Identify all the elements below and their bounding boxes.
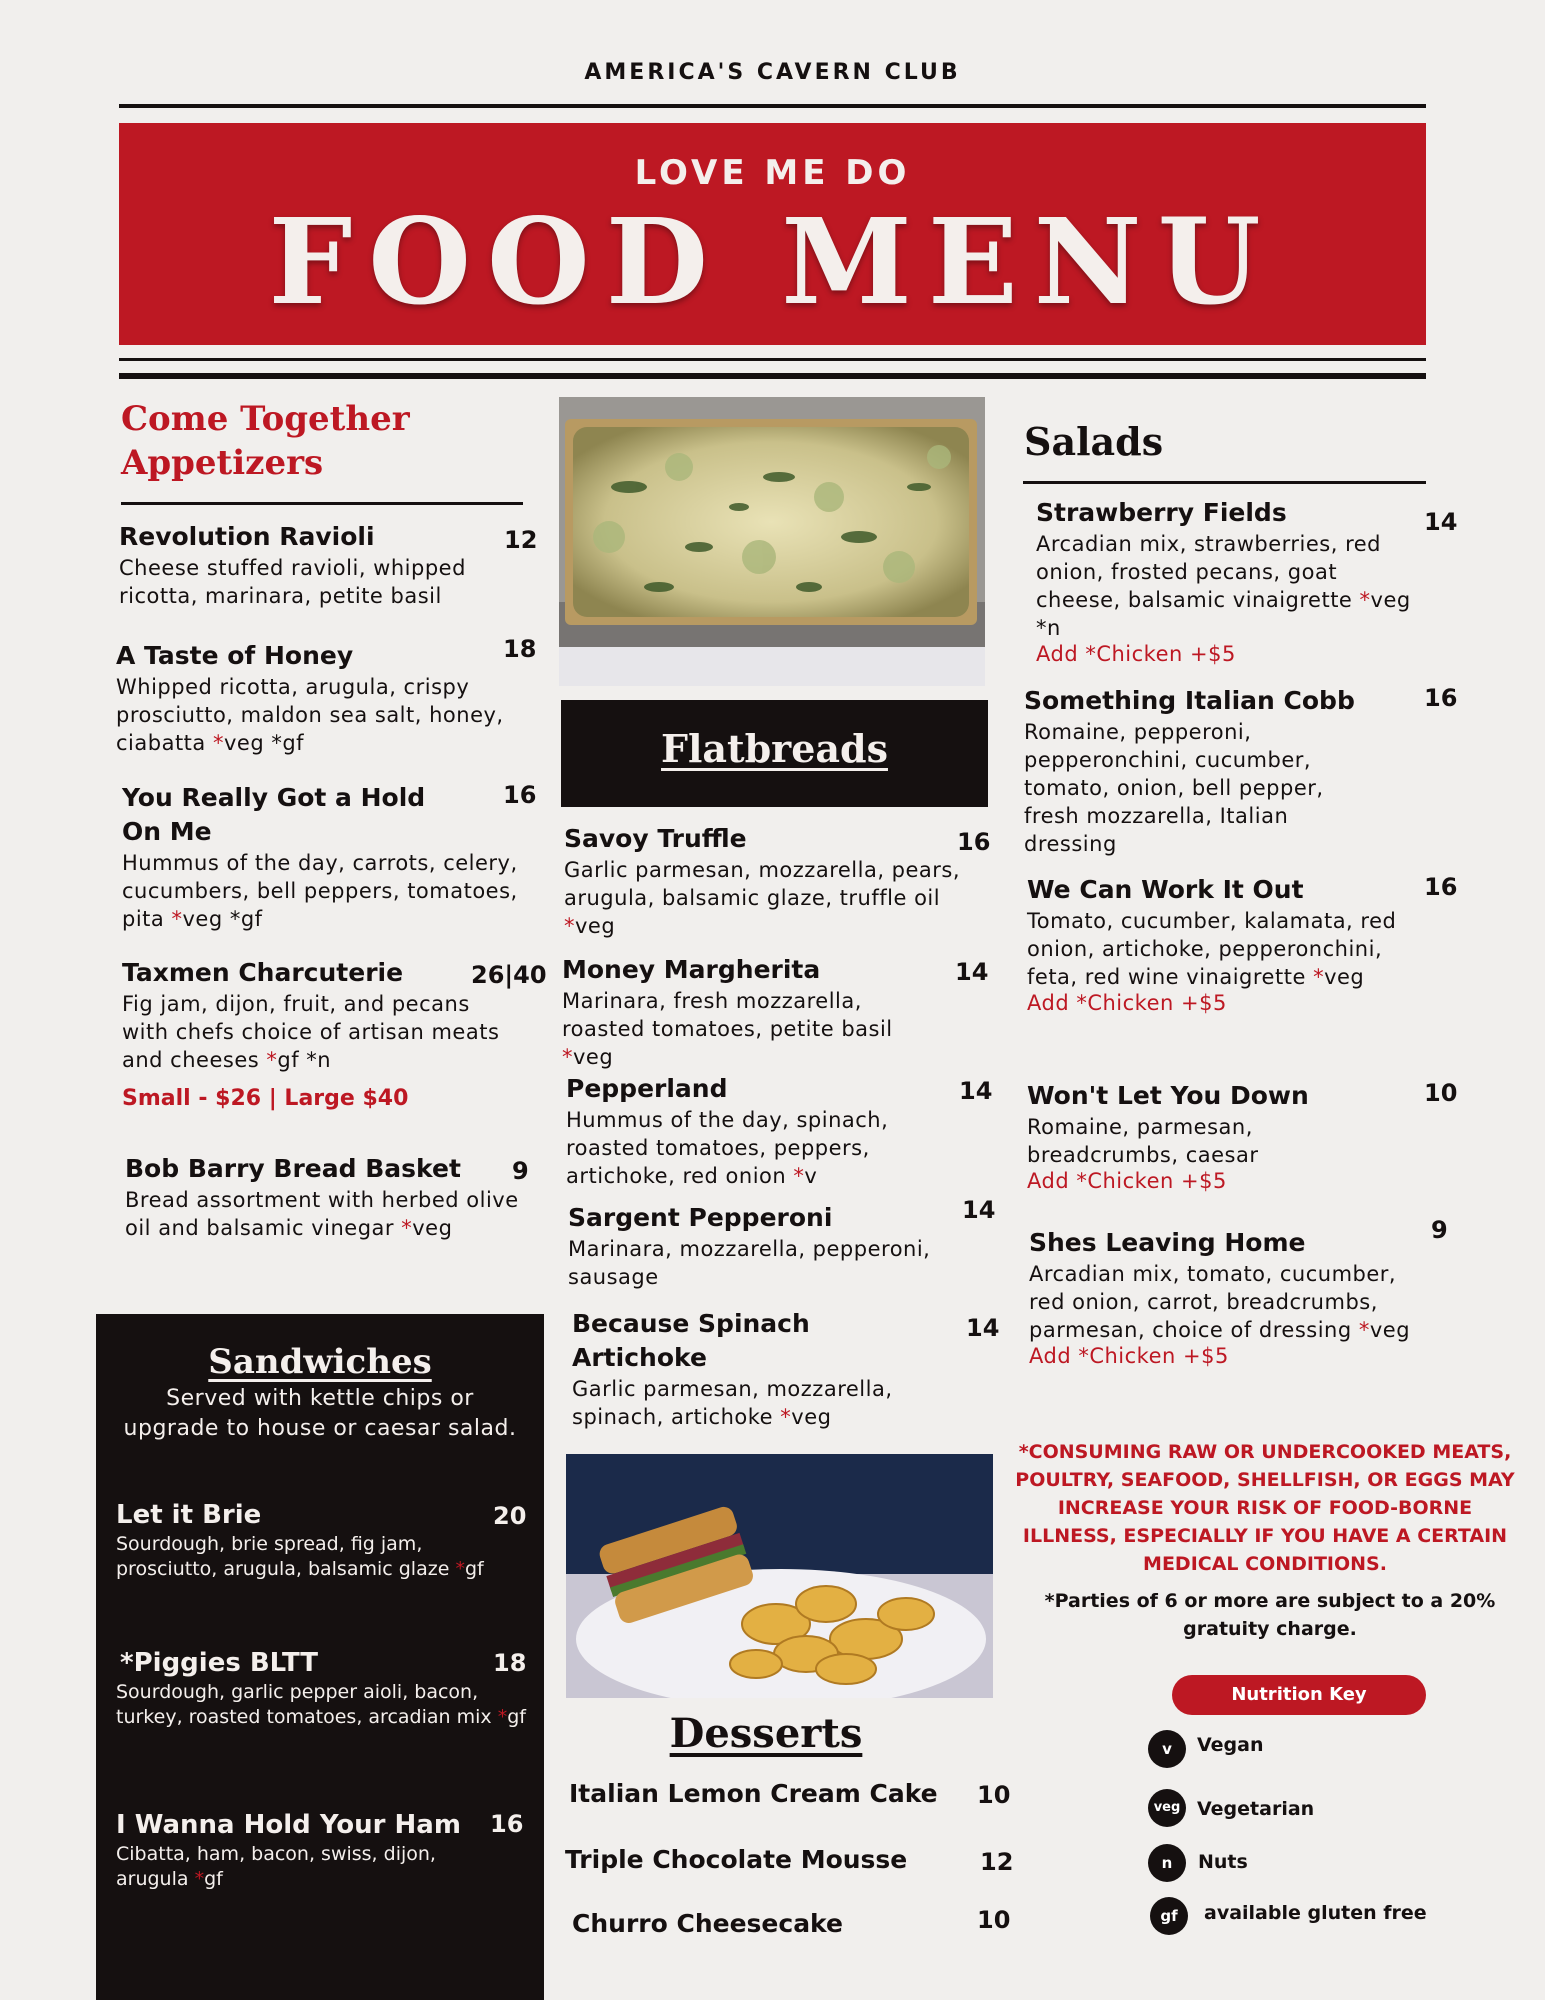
item-price: 10 [977, 1781, 1011, 1809]
item-price: 9 [512, 1157, 529, 1185]
item-price: 16 [1424, 873, 1458, 901]
dessert-item: Churro Cheesecake [572, 1909, 843, 1938]
menu-subtitle: LOVE ME DO [634, 153, 911, 193]
nutrition-key-title: Nutrition Key [1172, 1675, 1426, 1715]
item-price: 18 [493, 1649, 527, 1677]
sandwich-photo [566, 1454, 993, 1698]
add-chicken: Add *Chicken +$5 [1027, 991, 1227, 1015]
menu-item: Taxmen Charcuterie Fig jam, dijon, fruit, and pecans with chefs choice of artisan meats and cheeses *gf *n Small - $26 | Large $40 [122, 956, 522, 1111]
item-price: 14 [1424, 508, 1458, 536]
flatbreads-banner [561, 700, 988, 807]
add-chicken: Add *Chicken +$5 [1029, 1344, 1229, 1368]
vegan-icon: v [1148, 1730, 1186, 1768]
menu-item: Money Margherita Marinara, fresh mozzarella, roasted tomatoes, petite basil *veg [562, 955, 893, 1069]
item-price: 10 [1424, 1079, 1458, 1107]
menu-item: Shes Leaving Home Arcadian mix, tomato, cucumber, red onion, carrot, breadcrumbs, parmesan, choice of dressing *veg Add *Chicken +$5 [1029, 1226, 1429, 1368]
nuts-icon: n [1148, 1844, 1186, 1882]
menu-item: *Piggies BLTT Sourdough, garlic pepper aioli, bacon, turkey, roasted tomatoes, arcadian mix *gf [116, 1648, 526, 1728]
flatbreads-heading: Flatbreads [661, 726, 888, 771]
menu-item: Won't Let You Down Romaine, parmesan, breadcrumbs, caesar Add *Chicken +$5 [1027, 1079, 1327, 1193]
sandwiches-panel [96, 1314, 544, 2000]
item-price: 14 [959, 1077, 993, 1105]
menu-item: Revolution Ravioli Cheese stuffed ravioli, whipped ricotta, marinara, petite basil [119, 522, 466, 608]
sandwiches-heading: Sandwiches [208, 1342, 432, 1382]
dessert-item: Triple Chocolate Mousse [565, 1845, 908, 1874]
gluten-free-icon: gf [1150, 1897, 1188, 1935]
food-safety-notice: *CONSUMING RAW OR UNDERCOOKED MEATS, POULTRY, SEAFOOD, SHELLFISH, OR EGGS MAY INCREASE YOUR RISK OF FOOD-BORNE ILLNESS, ESPECIALLY IF YOU HAVE A CERTAIN MEDICAL CONDITIONS. [1015, 1441, 1515, 1575]
menu-item: Let it Brie Sourdough, brie spread, fig jam, prosciutto, arugula, balsamic glaze *gf [116, 1500, 484, 1580]
key-label: Vegan [1197, 1734, 1264, 1756]
add-chicken: Add *Chicken +$5 [1027, 1169, 1227, 1193]
salads-heading: Salads [1024, 419, 1164, 464]
sandwich-illustration [566, 1454, 993, 1698]
gratuity-notice: *Parties of 6 or more are subject to a 20% gratuity charge. [1044, 1590, 1496, 1640]
club-name: AMERICA'S CAVERN CLUB [584, 60, 961, 85]
item-price: 16 [1424, 684, 1458, 712]
key-label: Nuts [1198, 1851, 1248, 1873]
divider [121, 502, 523, 505]
sandwiches-note: Served with kettle chips or upgrade to house or caesar salad. [123, 1386, 517, 1441]
appetizers-heading: Come Together Appetizers [121, 399, 410, 483]
menu-item: We Can Work It Out Tomato, cucumber, kalamata, red onion, artichoke, pepperonchini, feta, red wine vinaigrette *veg Add *Chicken +$5 [1027, 873, 1407, 1015]
menu-item: Strawberry Fields Arcadian mix, strawberries, red onion, frosted pecans, goat cheese, balsamic vinaigrette *veg *n Add *Chicken +$5 [1036, 496, 1416, 666]
item-price: 12 [504, 526, 538, 554]
menu-item: Savoy Truffle Garlic parmesan, mozzarella, pears, arugula, balsamic glaze, truffle oil *veg [564, 824, 961, 938]
menu-title: FOOD MENU [268, 192, 1277, 331]
desserts-heading: Desserts [669, 1710, 863, 1757]
flatbread-photo [559, 397, 985, 686]
menu-item: A Taste of Honey Whipped ricotta, arugula, crispy prosciutto, maldon sea salt, honey, ciabatta *veg *gf [116, 641, 504, 755]
item-price: 10 [977, 1906, 1011, 1934]
title-banner [119, 123, 1426, 345]
divider [119, 358, 1426, 361]
item-price: 16 [957, 828, 991, 856]
add-chicken: Add *Chicken +$5 [1036, 642, 1236, 666]
item-price: 14 [962, 1196, 996, 1224]
item-price: 16 [490, 1810, 524, 1838]
size-options: Small - $26 | Large $40 [122, 1086, 409, 1111]
item-price: 18 [503, 635, 537, 663]
divider [1023, 481, 1426, 484]
key-label: Vegetarian [1197, 1798, 1315, 1820]
dessert-item: Italian Lemon Cream Cake [569, 1779, 938, 1808]
divider [119, 104, 1426, 108]
item-price: 20 [493, 1502, 527, 1530]
item-price: 12 [980, 1848, 1014, 1876]
item-price: 14 [955, 958, 989, 986]
menu-item: Pepperland Hummus of the day, spinach, roasted tomatoes, peppers, artichoke, red onion *v [566, 1074, 889, 1188]
menu-item: Because Spinach Artichoke Garlic parmesan, mozzarella, spinach, artichoke *veg [572, 1309, 893, 1429]
item-price: 9 [1431, 1216, 1448, 1244]
vegetarian-icon: veg [1148, 1789, 1186, 1827]
menu-item: Something Italian Cobb Romaine, pepperoni, pepperonchini, cucumber, tomato, onion, bell pepper, fresh mozzarella, Italian dressing [1024, 686, 1355, 856]
menu-item: I Wanna Hold Your Ham Cibatta, ham, bacon, swiss, dijon, arugula *gf [116, 1810, 461, 1890]
menu-item: Bob Barry Bread Basket Bread assortment with herbed olive oil and balsamic vinegar *veg [125, 1154, 519, 1240]
flatbread-illustration [559, 397, 985, 686]
menu-item: You Really Got a Hold On Me Hummus of the day, carrots, celery, cucumbers, bell peppers, tomatoes, pita *veg *gf [122, 783, 518, 931]
key-label: available gluten free [1204, 1902, 1427, 1924]
divider [119, 373, 1426, 379]
item-price: 16 [503, 781, 537, 809]
menu-item: Sargent Pepperoni Marinara, mozzarella, pepperoni, sausage [568, 1203, 931, 1289]
item-price: 26|40 [471, 961, 547, 989]
item-price: 14 [966, 1314, 1000, 1342]
